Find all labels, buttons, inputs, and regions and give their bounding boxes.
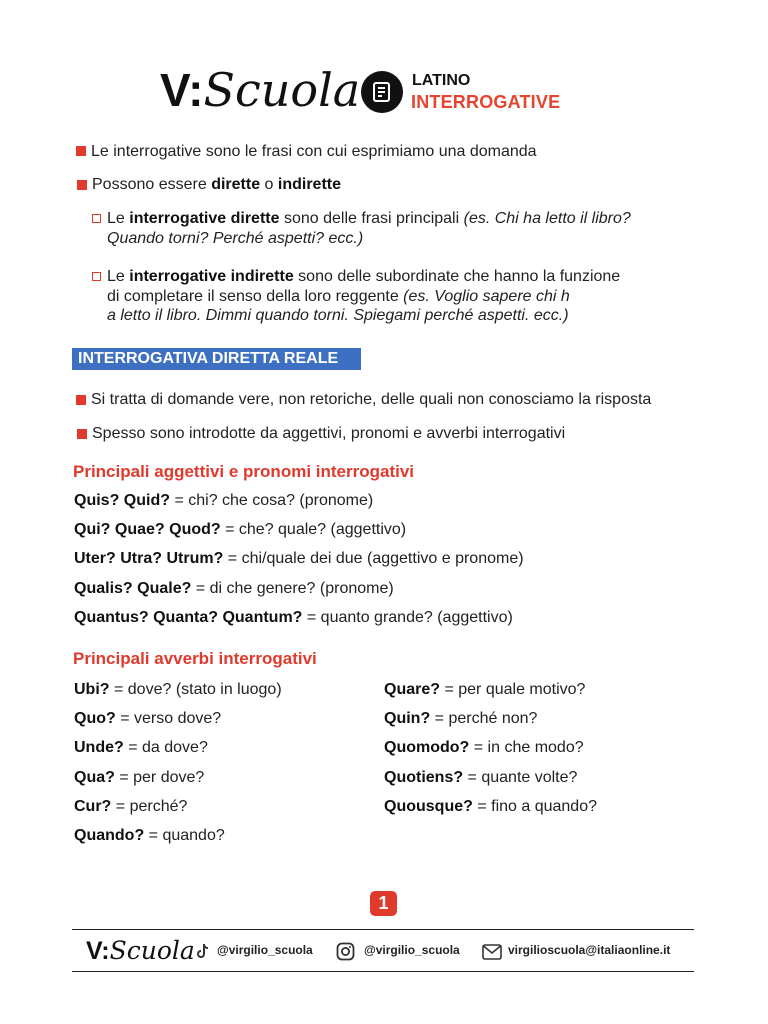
section-bullet-2: Spesso sono introdotte da aggettivi, pronomi e avverbi interrogativi <box>92 425 566 442</box>
latin-term: Qua? <box>74 768 115 786</box>
term-row <box>74 709 221 729</box>
section-bullet-1: Si tratta di domande vere, non retoriche, delle quali non conosciamo la risposta <box>91 391 652 408</box>
term-meaning: = perché? <box>111 797 188 815</box>
bold-term: interrogative indirette <box>129 268 294 285</box>
email-link[interactable]: virgilioscuola@italiaonline.it <box>508 943 671 957</box>
term-meaning: = perché non? <box>430 710 538 728</box>
direct-def-line-2 <box>107 229 363 249</box>
term-row <box>74 491 373 511</box>
bullet-outline-square <box>92 214 101 223</box>
brand-name: Scuola <box>203 63 361 117</box>
bullet-outline-square <box>92 272 101 281</box>
brand-prefix: V: <box>160 64 204 116</box>
term-meaning: = quando? <box>144 827 225 844</box>
latin-term: Quousque? <box>384 797 473 815</box>
term-row <box>384 768 577 788</box>
bullet-square <box>76 146 86 156</box>
term-meaning: = dove? (stato in luogo) <box>109 681 282 698</box>
brand-prefix: V: <box>86 937 110 965</box>
term-row <box>74 549 524 569</box>
footer-brand-logo <box>86 934 195 968</box>
text-span: di completare il senso della loro reggente <box>107 288 404 305</box>
latin-term: Qui? Quae? Quod? <box>74 521 221 539</box>
term-meaning: = quante volte? <box>463 768 578 786</box>
indirect-def-line-1 <box>107 267 620 287</box>
term-meaning: = che? quale? (aggettivo) <box>220 521 407 539</box>
bullet-square <box>77 180 87 190</box>
term-meaning: = verso dove? <box>115 710 222 728</box>
pronouns-heading: Principali aggettivi e pronomi interrogativi <box>73 462 415 481</box>
book-badge-icon <box>361 71 403 113</box>
term-meaning: = in che modo? <box>469 739 584 757</box>
latin-term: Unde? <box>74 739 124 757</box>
latin-term: Quotiens? <box>384 768 464 786</box>
subject-label: LATINO <box>412 72 471 89</box>
footer-divider-top <box>72 929 694 930</box>
latin-term: Ubi? <box>74 681 110 698</box>
term-meaning: = per dove? <box>114 768 205 786</box>
intro-line-1: Le interrogative sono le frasi con cui esprimiamo una domanda <box>91 143 537 160</box>
latin-term: Cur? <box>74 797 112 815</box>
bullet-square <box>76 395 86 405</box>
latin-term: Quare? <box>384 681 441 698</box>
example-text: Quando torni? Perché aspetti? ecc.) <box>107 230 364 247</box>
page-title: INTERROGATIVE <box>411 92 561 112</box>
latin-term: Quis? Quid? <box>74 492 170 509</box>
term-row <box>74 579 394 599</box>
term-row <box>74 797 187 817</box>
example-text: a letto il libro. Dimmi quando torni. Spiegami perché aspetti. ecc.) <box>107 307 569 324</box>
term-meaning: = di che genere? (pronome) <box>191 579 394 597</box>
latin-term: Quin? <box>384 710 431 728</box>
text-span: sono delle subordinate che hanno la funzione <box>293 268 621 285</box>
term-meaning: = da dove? <box>123 739 208 757</box>
term-meaning: = per quale motivo? <box>440 681 586 698</box>
term-meaning: = fino a quando? <box>472 797 597 815</box>
text-span: Le <box>107 268 130 285</box>
term-row <box>384 680 585 700</box>
term-meaning: = chi/quale dei due (aggettivo e pronome) <box>223 550 524 568</box>
brand-name: Scuola <box>109 936 195 965</box>
bold-term: interrogative dirette <box>129 210 280 227</box>
latin-term: Quando? <box>74 827 145 844</box>
instagram-icon <box>336 942 355 966</box>
term-row <box>384 738 584 758</box>
tiktok-icon <box>194 942 212 965</box>
latin-term: Quo? <box>74 710 116 728</box>
text-span: o <box>260 176 278 193</box>
latin-term: Uter? Utra? Utrum? <box>74 550 224 568</box>
latin-term: Quomodo? <box>384 739 470 757</box>
brand-logo <box>160 60 360 120</box>
bullet-square <box>77 429 87 439</box>
term-row <box>74 826 225 846</box>
latin-term: Quantus? Quanta? Quantum? <box>74 608 303 626</box>
indirect-def-line-2 <box>107 287 570 307</box>
term-row <box>74 768 204 788</box>
instagram-link[interactable]: @virgilio_scuola <box>364 943 460 957</box>
term-meaning: = quanto grande? (aggettivo) <box>302 608 513 626</box>
indirect-def-line-3 <box>107 306 569 326</box>
text-span: Possono essere <box>92 176 212 193</box>
example-text: (es. Chi ha letto il libro? <box>463 210 631 227</box>
page-number: 1 <box>370 891 397 916</box>
latin-term: Qualis? Quale? <box>74 579 192 597</box>
bold-term: dirette <box>211 176 261 193</box>
footer-divider-bottom <box>72 971 694 972</box>
tiktok-link[interactable]: @virgilio_scuola <box>217 943 313 957</box>
text-span: sono delle frasi principali <box>279 210 464 227</box>
adverbs-heading: Principali avverbi interrogativi <box>73 649 317 668</box>
term-row <box>384 709 537 729</box>
term-meaning: = chi? che cosa? (pronome) <box>170 492 374 509</box>
intro-line-2 <box>92 175 341 195</box>
bold-term: indirette <box>277 176 342 193</box>
term-row <box>74 738 208 758</box>
text-span: Le <box>107 210 130 227</box>
term-row <box>74 680 282 700</box>
example-text: (es. Voglio sapere chi h <box>403 288 570 305</box>
mail-icon <box>482 944 502 965</box>
term-row <box>74 608 513 628</box>
section-title: INTERROGATIVA DIRETTA REALE <box>72 348 361 370</box>
term-row <box>74 520 406 540</box>
term-row <box>384 797 597 817</box>
direct-def-line-1 <box>107 209 631 229</box>
